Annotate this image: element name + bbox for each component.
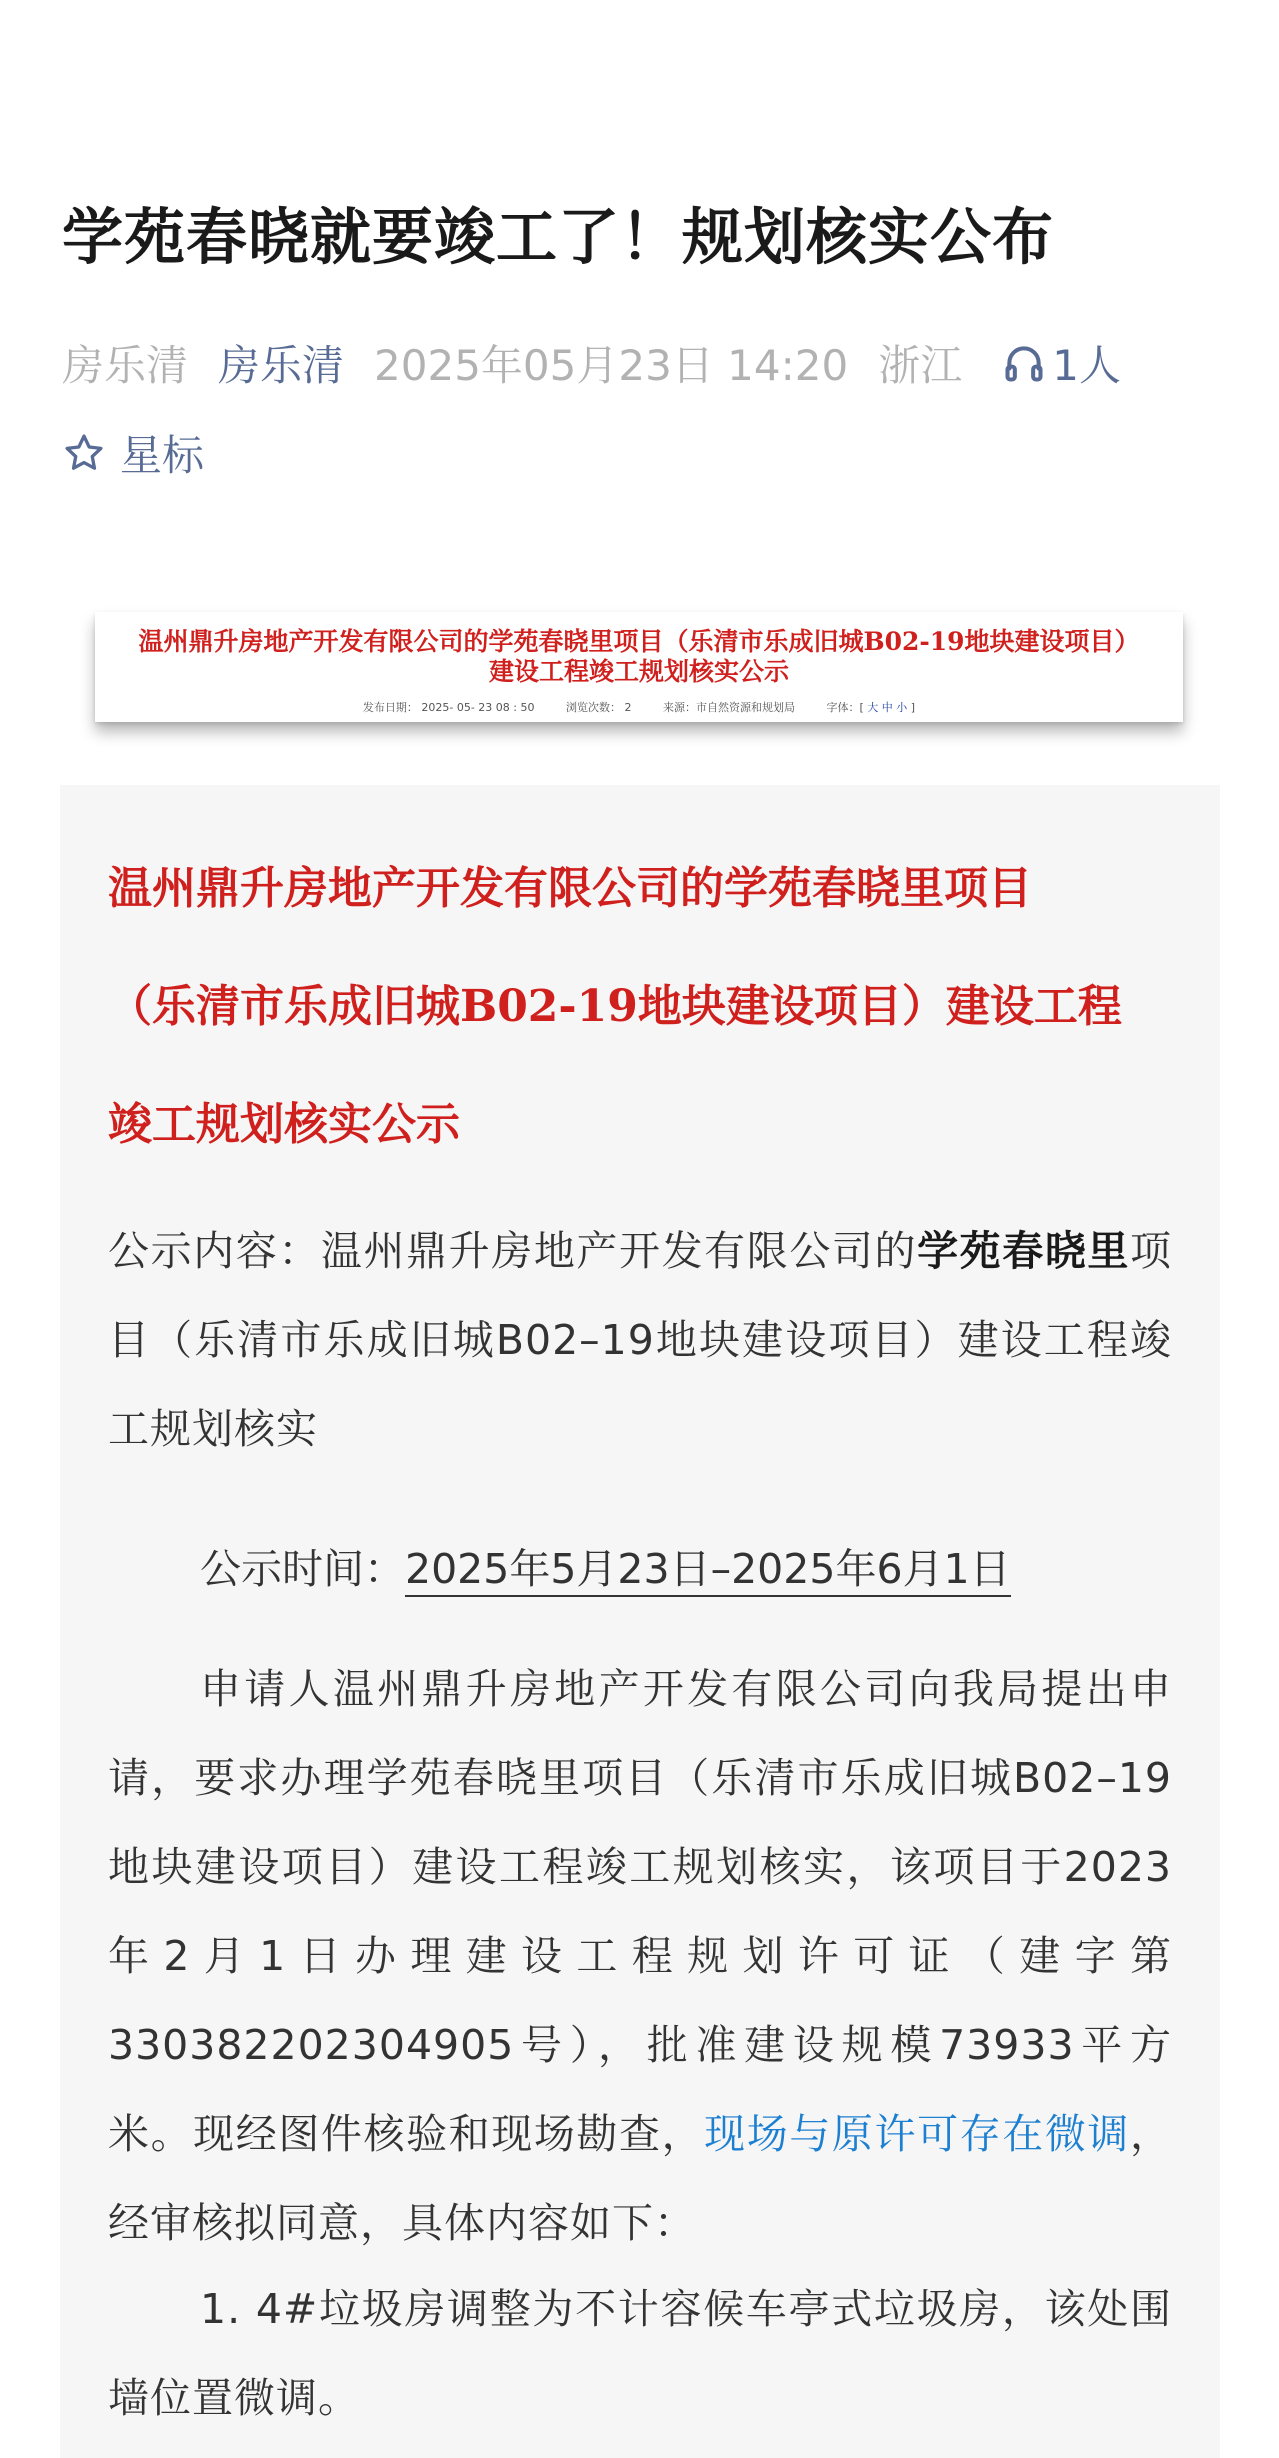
listener-count: 1人: [1052, 341, 1121, 390]
star-outline-icon: [62, 431, 106, 475]
banner-title-line1: 温州鼎升房地产开发有限公司的学苑春晓里项目（乐清市乐成旧城B02-19地块建设项目）: [138, 627, 1140, 656]
star-label: 星标: [120, 431, 205, 480]
publish-location: 浙江: [878, 341, 963, 390]
notice-content-paragraph: [108, 1207, 1172, 1474]
notice-heading-line3: 竣工规划核实公示: [108, 1099, 460, 1150]
article-meta: [62, 330, 1222, 396]
article-body-panel: [60, 785, 1220, 2458]
notice-heading: [108, 830, 1172, 1184]
banner-info-row: [95, 699, 1183, 715]
banner-font-label: 字体：[: [826, 701, 864, 714]
notice-time-row: [200, 1525, 1011, 1614]
publish-time: 2025年05月23日 14:20: [374, 341, 849, 390]
headphones-icon: [1002, 341, 1046, 385]
notice-heading-line1: 温州鼎升房地产开发有限公司的学苑春晓里项目: [108, 863, 1032, 914]
content-suffix: 项目（乐清市乐成旧城B02–19地块建设项目）建设工程竣工规划核实: [108, 1227, 1173, 1453]
article-title: 学苑春晓就要竣工了！规划核实公布: [62, 202, 1055, 273]
banner-views: 浏览次数： 2: [566, 701, 632, 714]
notice-heading-line2: （乐清市乐成旧城B02-19地块建设项目）建设工程: [108, 981, 1122, 1032]
listen-button[interactable]: [1002, 333, 1121, 393]
application-paragraph: [108, 1645, 1172, 2268]
apply-text: 申请人温州鼎升房地产开发有限公司向我局提出申请，要求办理学苑春晓里项目（乐清市乐成旧城B02–19地块建设项目）建设工程竣工规划核实，该项目于2023年2月1日办理建设工程规划许可证（建字第330382202304905号），批准建设规模73933平方米。现经图件核验和现场勘查，: [108, 1665, 1172, 2158]
banner-font-close: ]: [910, 701, 916, 714]
banner-font-options: 大 中 小: [867, 701, 908, 714]
content-prefix: 公示内容：温州鼎升房地产开发有限公司的: [108, 1227, 918, 1275]
apply-highlight: 现场与原许可存在微调: [704, 2110, 1131, 2158]
banner-source: 来源：市自然资源和规划局: [663, 701, 795, 714]
banner-font-size: [827, 701, 916, 714]
apply-tail: ，经审核拟同意，具体内容如下：: [108, 2110, 1173, 2247]
content-project-name: 学苑春晓里: [917, 1227, 1131, 1275]
banner-title-line2: 建设工程竣工规划核实公示: [488, 657, 789, 686]
time-range: 2025年5月23日–2025年6月1日: [405, 1545, 1011, 1597]
account-link[interactable]: 房乐清: [218, 341, 345, 390]
star-button[interactable]: [62, 420, 204, 486]
adjustment-item-1: 1. 4#垃圾房调整为不计容候车亭式垃圾房，该处围墙位置微调。: [108, 2285, 1172, 2422]
author-name: 房乐清: [62, 341, 189, 390]
notice-banner-image: [95, 612, 1183, 722]
time-label: 公示时间：: [200, 1545, 405, 1593]
banner-publish-date: 发布日期： 2025- 05- 23 08 : 50: [362, 701, 535, 714]
